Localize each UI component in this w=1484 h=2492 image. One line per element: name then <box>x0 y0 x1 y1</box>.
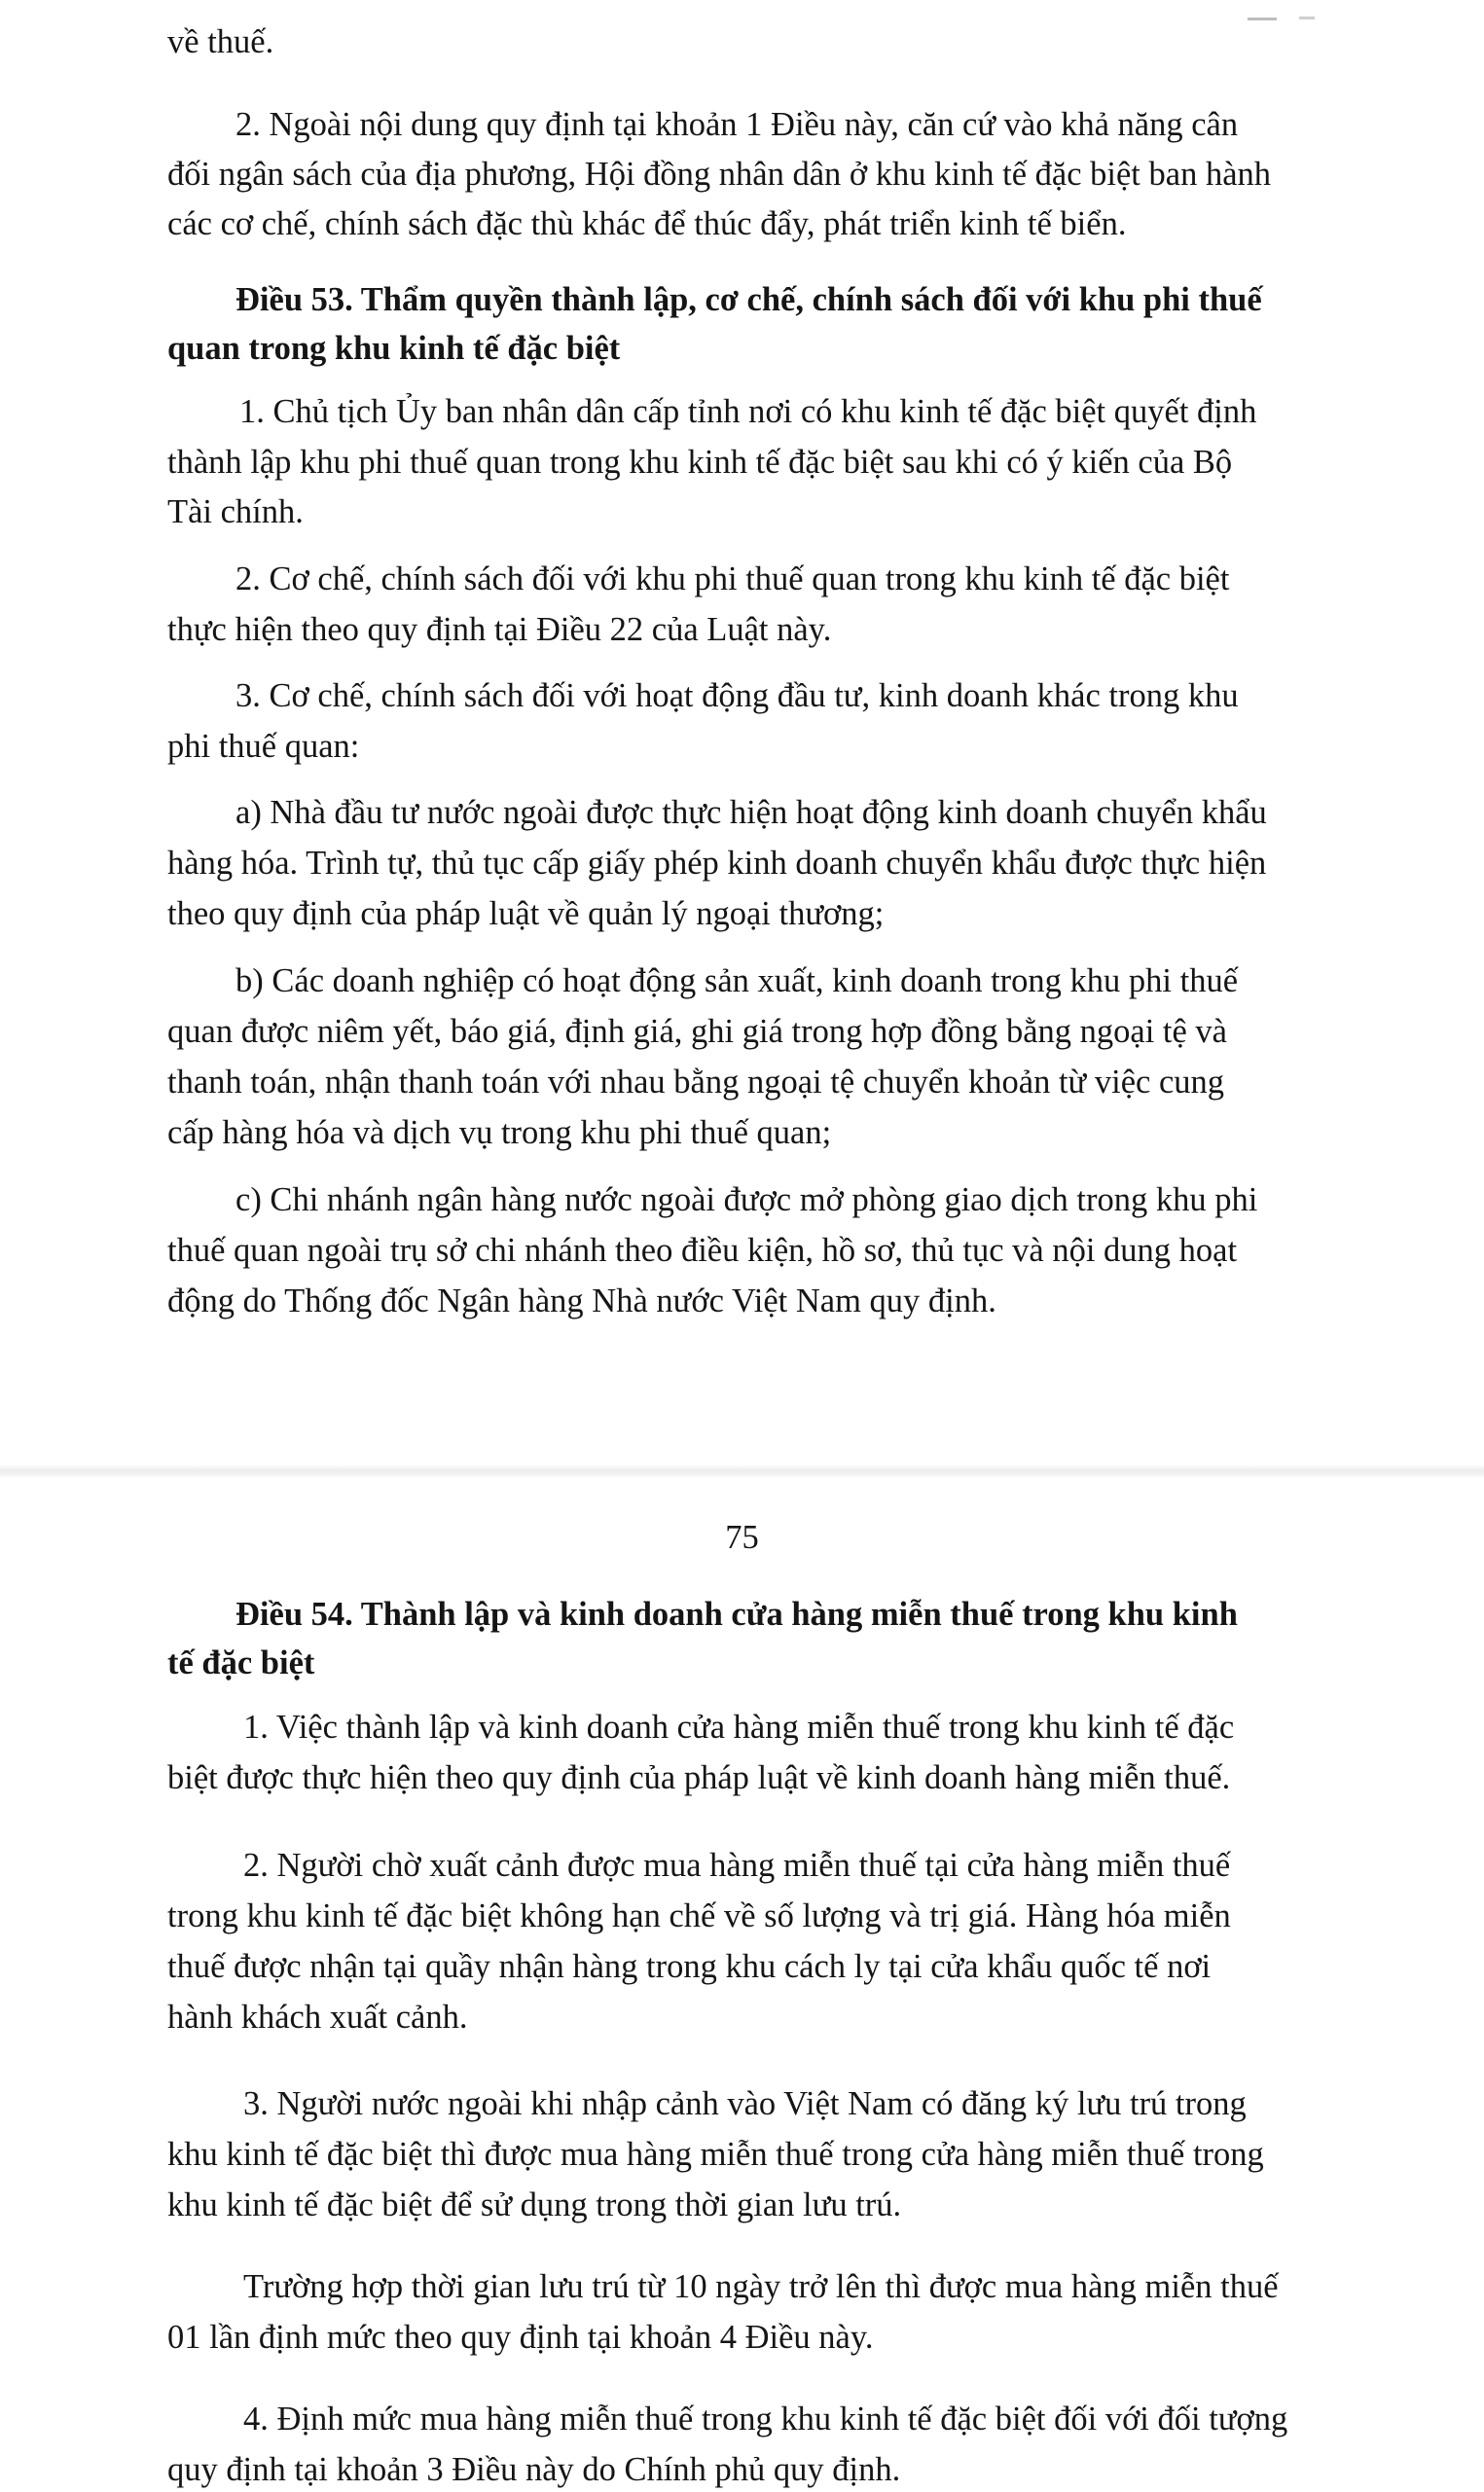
page-break <box>0 1464 1484 1478</box>
line-text: c) Chi nhánh ngân hàng nước ngoài được mở phòng giao dịch trong khu phi <box>235 1181 1258 1218</box>
line-text: phi thuế quan: <box>167 728 360 765</box>
line-text: 3. Cơ chế, chính sách đối với hoạt động đầu tư, kinh doanh khác trong khu <box>235 677 1239 714</box>
line-text: 4. Định mức mua hàng miễn thuế trong khu kinh tế đặc biệt đối với đối tượng <box>243 2401 1288 2438</box>
scan-mark <box>1299 17 1315 19</box>
line-text: các cơ chế, chính sách đặc thù khác để thúc đẩy, phát triển kinh tế biển. <box>167 205 1127 242</box>
line-text: b) Các doanh nghiệp có hoạt động sản xuất, kinh doanh trong khu phi thuế <box>235 962 1239 999</box>
line-text: thuế quan ngoài trụ sở chi nhánh theo điều kiện, hồ sơ, thủ tục và nội dung hoạt <box>167 1232 1238 1269</box>
heading-text: quan trong khu kinh tế đặc biệt <box>167 330 621 367</box>
line-text: khu kinh tế đặc biệt để sử dụng trong thời gian lưu trú. <box>167 2186 902 2223</box>
line-text: 3. Người nước ngoài khi nhập cảnh vào Việt Nam có đăng ký lưu trú trong <box>243 2085 1247 2122</box>
line-text: Trường hợp thời gian lưu trú từ 10 ngày trở lên thì được mua hàng miễn thuế <box>243 2268 1279 2305</box>
line-text: thanh toán, nhận thanh toán với nhau bằng ngoại tệ chuyển khoản từ việc cung <box>167 1064 1225 1101</box>
line-text: khu kinh tế đặc biệt thì được mua hàng miễn thuế trong cửa hàng miễn thuế trong <box>167 2136 1264 2173</box>
line-text: quan được niêm yết, báo giá, định giá, ghi giá trong hợp đồng bằng ngoại tệ và <box>167 1013 1227 1050</box>
line-text: biệt được thực hiện theo quy định của pháp luật về kinh doanh hàng miễn thuế. <box>167 1759 1231 1796</box>
line-text: theo quy định của pháp luật về quản lý ngoại thương; <box>167 895 885 932</box>
line-text: thuế được nhận tại quầy nhận hàng trong khu cách ly tại cửa khẩu quốc tế nơi <box>167 1948 1212 1985</box>
line-text: trong khu kinh tế đặc biệt không hạn chế về số lượng và trị giá. Hàng hóa miễn <box>167 1897 1231 1934</box>
line-text: hành khách xuất cảnh. <box>167 1999 468 2036</box>
line-text: 2. Người chờ xuất cảnh được mua hàng miễn thuế tại cửa hàng miễn thuế <box>243 1847 1231 1884</box>
line-text: Tài chính. <box>167 493 304 530</box>
line-text: quy định tại khoản 3 Điều này do Chính phủ quy định. <box>167 2451 901 2488</box>
scan-mark <box>1248 18 1277 20</box>
line-text: 1. Việc thành lập và kinh doanh cửa hàng miễn thuế trong khu kinh tế đặc <box>243 1709 1235 1746</box>
line-text: động do Thống đốc Ngân hàng Nhà nước Việt Nam quy định. <box>167 1282 996 1319</box>
line-text: 2. Ngoài nội dung quy định tại khoản 1 Điều này, căn cứ vào khả năng cân <box>235 106 1239 143</box>
line-text: 01 lần định mức theo quy định tại khoản 4 Điều này. <box>167 2319 874 2356</box>
heading-text: tế đặc biệt <box>167 1644 315 1681</box>
line-text: 2. Cơ chế, chính sách đối với khu phi thuế quan trong khu kinh tế đặc biệt <box>235 560 1230 597</box>
line-text: hàng hóa. Trình tự, thủ tục cấp giấy phép kinh doanh chuyển khẩu được thực hiện <box>167 845 1267 882</box>
line-text: cấp hàng hóa và dịch vụ trong khu phi thuế quan; <box>167 1114 832 1151</box>
document-page-bottom <box>0 1478 1484 2491</box>
line-text: đối ngân sách của địa phương, Hội đồng nhân dân ở khu kinh tế đặc biệt ban hành <box>167 156 1272 193</box>
heading-text: Điều 53. Thẩm quyền thành lập, cơ chế, chính sách đối với khu phi thuế <box>235 281 1262 318</box>
line-text: 1. Chủ tịch Ủy ban nhân dân cấp tỉnh nơi có khu kinh tế đặc biệt quyết định <box>239 393 1257 430</box>
line-text: về thuế. <box>167 23 274 60</box>
heading-text: Điều 54. Thành lập và kinh doanh cửa hàng miễn thuế trong khu kinh <box>235 1596 1238 1633</box>
line-text: a) Nhà đầu tư nước ngoài được thực hiện hoạt động kinh doanh chuyển khẩu <box>235 794 1267 831</box>
line-text: thành lập khu phi thuế quan trong khu kinh tế đặc biệt sau khi có ý kiến của Bộ <box>167 444 1233 481</box>
page-number-text: 75 <box>725 1519 759 1556</box>
line-text: thực hiện theo quy định tại Điều 22 của Luật này. <box>167 611 832 648</box>
